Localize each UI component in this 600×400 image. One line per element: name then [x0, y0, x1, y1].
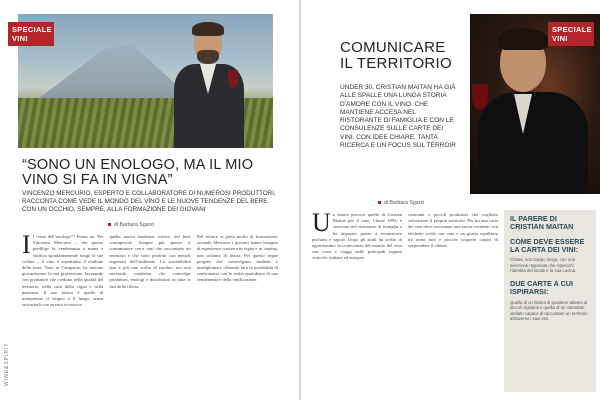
article-lede: UNDER 30, CRISTIAN MAITAN HA GIÀ ALLE SPALLE UNA LUNGA STORIA D’AMORE CON IL VINO. CHE MANTIENE ACCESA NEL RISTORANTE DI FAMIGLIA E CON LE CONSULENZE SULLE CARTE DEI VINI. CON IDEE CHIARE, TANTA RICERCA E UN FOCUS SUL TERROIR: [340, 84, 456, 150]
column-text: l “vino dell’enologo”? Penso no. Per Vincenzo Mercurio – che spesso predilige la vendemmia a mano e vinifica spontaneamente lungo le sue colline – il vino è soprattutto il risultato della terra. Nato in Campania, ha iniziato giovanissimo la sua professione, lavorando con produttori che credono nella qualità del territorio, nella cura della vigna e nella pazienza. Il suo lavoro è quello di interpretare il vitigno e il luogo, senza sovrastarli con tecnica eccessiva.: [22, 234, 104, 308]
drop-cap: U: [312, 212, 331, 237]
body-columns: [312, 212, 498, 392]
side-section-label: WINE&SPIRIT: [4, 342, 10, 386]
sidebar-heading: IL PARERE DI CRISTIAN MAITAN: [510, 214, 574, 232]
body-column: quella nuova tendenza, invece, del bere consapevole. Sempre più spesso il consumatore cerca vini che raccontano un territorio e che sono prodotti con metodi rispettosi dell’ambiente. La sostenibilità non è più una scelta di nicchia, ma una necessità condivisa che coinvolge produttori, enologi e distributori in tutte le fasi della filiera.: [109, 234, 191, 289]
wine-glass-icon: [472, 84, 488, 110]
body-columns: [22, 234, 278, 394]
article-subhead: VINCENZO MERCURIO, ESPERTO E COLLABORATORE DI NUMEROSI PRODUTTORI, RACCONTA COME VEDE IL MONDO DEL VINO E LE NUOVE TENDENZE DEL BERE. CON UN OCCHIO, SEMPRE, ALLA FORMAZIONE DEI GIOVANI: [22, 190, 276, 213]
winemaker-figure: [168, 20, 248, 148]
section-tab-left: SPECIALE VINI: [8, 22, 54, 46]
article-title: COMUNICARE IL TERRITORIO: [340, 39, 452, 72]
body-column: Nel settore si parla molto di formazione: secondo Mercurio i giovani hanno bisogno di esperienza concreta in vigna e in cantina, non soltanto di teoria. Per questo segue progetti che coinvolgono studenti e neodiplomati, offrendo loro la possibilità di confrontarsi con la realtà quotidiana di una vendemmia e della vinificazione.: [196, 234, 278, 283]
figure-beard: [197, 50, 219, 64]
left-page: [0, 0, 299, 400]
article-headline: “SONO UN ENOLOGO, MA IL MIO VINO SI FA IN VIGNA”: [22, 157, 254, 188]
sidebar-text: Chiara, non troppo lunga, con una selezione ragionata che rispecchi l’identità del locale e la sua cucina.: [510, 257, 577, 274]
drop-cap: I: [22, 234, 31, 259]
body-column: ristoranti e piccoli produttori che vogliono valorizzare il proprio territorio. Per lui una carta dei vini deve raccontare una storia coerente, con etichette scelte con cura e un giusto equilibrio tra nomi noti e piccole scoperte capaci di sorprendere il cliente.: [408, 212, 498, 249]
opinion-sidebar: [504, 210, 596, 392]
wine-glass-icon: [228, 70, 238, 88]
body-column: [22, 234, 103, 394]
article-byline: di Barbara Sgarzi: [108, 222, 154, 228]
figure-body: [478, 92, 588, 194]
sidebar-subheading: DUE CARTE A CUI ISPIRARSI:: [510, 278, 573, 297]
section-tab-right: SPECIALE VINI: [548, 22, 594, 46]
sidebar-subheading: COME DEVE ESSERE LA CARTA DEI VINI:: [510, 236, 585, 254]
figure-hair: [498, 28, 548, 50]
sidebar-text: Quella di un bistrot di quartiere attento ai piccoli vignaioli e quella di un ristorante stellato capace di raccontare un territorio attraverso i suoi vini.: [510, 299, 588, 322]
article-byline: di Barbara Sgarzi: [378, 200, 424, 206]
vineyard-portrait-photo: [18, 14, 273, 148]
column-text: n amore precoce quello di Cristian Maitan per il vino. Classe 1993, è cresciuto nel ristorante di famiglia e ha imparato presto a riconoscere profumi e sapori. Dopo gli studi ha scelto di approfondire la conoscenza del mondo del vino con corsi e viaggi nelle principali regioni vinicole, italiane ed europee.: [312, 212, 402, 261]
figure-hair: [192, 22, 224, 36]
body-column: [312, 212, 402, 392]
